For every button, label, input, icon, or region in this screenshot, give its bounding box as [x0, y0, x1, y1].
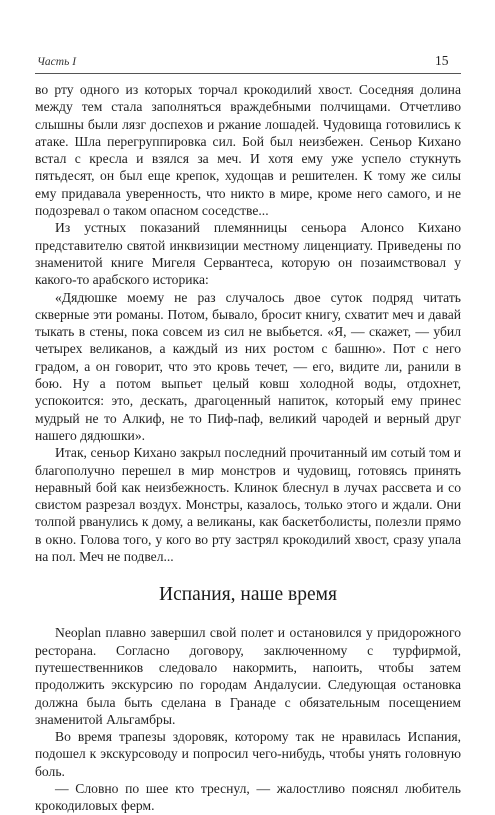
paragraph: Итак, сеньор Кихано закрыл последний прочитанный им сотый том и благополучно перешел в мир монстров и чудовищ, готовясь принять неравный бой как неизбежность. Клинок блеснул в лучах рассвета и со свистом разрезал воздух. Монстры, казалось, только этого и ждали. Они толпой рванулись к дому, а великаны, как баскетболисты, полезли прямо в окно. Голова того, у кого во рту застрял крокодилий хвост, сразу упала на пол. Меч не подвел...: [35, 445, 461, 565]
paragraph: во рту одного из которых торчал крокодилий хвост. Соседняя долина между тем стала заполняться враждебными полчищами. Отчетливо слышны были лязг доспехов и ржание лошадей. Чудовища готовились к атаке. Шла перегруппировка сил. Бой был неизбежен. Сеньор Кихано встал с кресла и взялся за меч. И хотя ему уже успело стукнуть пятьдесят, он был еще крепок, худощав и решителен. К тому же силы ему придавала уверенность, что никто в мире, кроме него самого, и не подозревал о таком опасном соседстве...: [35, 82, 461, 219]
paragraph: Во время трапезы здоровяк, которому так не нравилась Испания, подошел к экскурсоводу и попросил чего-нибудь, чтобы унять головную боль.: [35, 729, 461, 779]
body-text: [35, 81, 461, 815]
section-heading: Испания, наше время: [159, 584, 337, 606]
dialogue-paragraph: — Словно по шее кто треснул, — жалостливо пояснял любитель крокодиловых ферм.: [35, 780, 461, 814]
paragraph: Neoplan плавно завершил свой полет и остановился у придорожного ресторана. Согласно договору, заключенному с турфирмой, путешественников следовало накормить, напоить, чтобы затем продолжить экскурсию по городам Андалусии. Следующая остановка должна была быть сделана в Гранаде с обязательным посещением знаменитой Альгамбры.: [35, 625, 461, 727]
page-number: 15: [435, 53, 449, 68]
paragraph: Из устных показаний племянницы сеньора Алонсо Кихано представителю святой инквизиции местному лиценциату. Приведены по знаменитой книге Мигеля Сервантеса, которую он позаимствовал у какого-то арабского историка:: [35, 220, 461, 288]
header-rule: [35, 73, 461, 74]
running-head: Часть I: [37, 56, 77, 68]
quote-paragraph: «Дядюшке моему не раз случалось двое суток подряд читать скверные эти романы. Потом, бывало, бросит книгу, схватит меч и давай тыкать в стены, пока совсем из сил не выбьется. «Я, — скажет, — убил четырех великанов, а каждый из них ростом с башню». Пот с него градом, а он говорит, что это кровь течет, — его, видите ли, ранили в бою. Ну а потом выпьет целый ковш холодной воды, отдохнет, успокоится: это, дескать, драгоценный напиток, который ему принес мудрый не то Алкиф, не то Пиф-паф, великий чародей и верный друг нашего дядюшки».: [35, 289, 461, 443]
